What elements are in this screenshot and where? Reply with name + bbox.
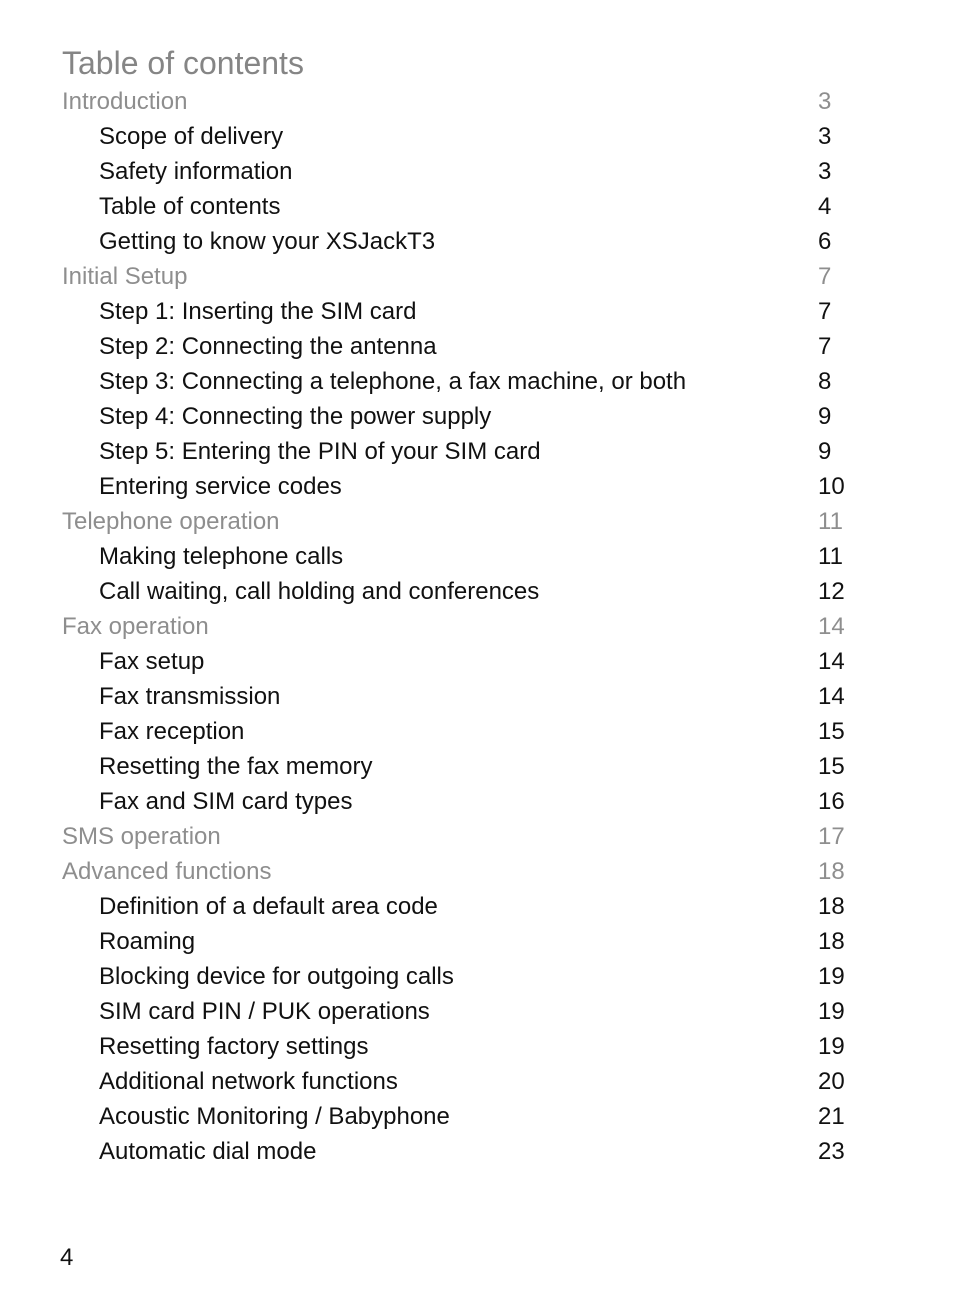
toc-entry-label: Blocking device for outgoing calls [99,963,454,990]
toc-page-number: 15 [818,718,845,745]
toc-entry-row[interactable] [0,784,954,819]
toc-page-number: 21 [818,1103,845,1130]
toc-entry-label: SIM card PIN / PUK operations [99,998,430,1025]
toc-section-label: Introduction [62,88,188,115]
toc-page-number: 19 [818,1033,845,1060]
toc-entry-label: Resetting the fax memory [99,753,373,780]
toc-entry-row[interactable] [0,1099,954,1134]
toc-entry-row[interactable] [0,154,954,189]
toc-page-number: 16 [818,788,845,815]
toc-page-number: 6 [818,228,832,255]
page-title: Table of contents [62,45,304,81]
toc-page-number: 7 [818,263,832,290]
toc-section-row[interactable] [0,819,954,854]
toc-entry-row[interactable] [0,294,954,329]
toc-entry-row[interactable] [0,1029,954,1064]
toc-entry-label: Acoustic Monitoring / Babyphone [99,1103,450,1130]
toc-entry-row[interactable] [0,399,954,434]
toc-entry-label: Fax setup [99,648,205,675]
toc-entry-row[interactable] [0,574,954,609]
toc-entry-label: Resetting factory settings [99,1033,369,1060]
toc-entry-row[interactable] [0,1134,954,1169]
toc-entry-row[interactable] [0,924,954,959]
toc-entry-row[interactable] [0,959,954,994]
toc-page-number: 18 [818,858,845,885]
toc-page-number: 19 [818,963,845,990]
toc-page-number: 8 [818,368,832,395]
toc-entry-row[interactable] [0,539,954,574]
toc-page-number: 7 [818,333,832,360]
toc-entry-row[interactable] [0,469,954,504]
toc-page-number: 14 [818,613,845,640]
toc-page-number: 18 [818,928,845,955]
toc-page-number: 19 [818,998,845,1025]
toc-entry-row[interactable] [0,679,954,714]
toc-entry-label: Step 1: Inserting the SIM card [99,298,417,325]
toc-page-number: 7 [818,298,832,325]
page-number: 4 [60,1244,74,1271]
toc-page-number: 23 [818,1138,845,1165]
toc-section-row[interactable] [0,854,954,889]
toc-page-number: 12 [818,578,845,605]
toc-page-number: 20 [818,1068,845,1095]
toc-entry-label: Table of contents [99,193,281,220]
toc-page-number: 14 [818,648,845,675]
toc-entry-label: Step 3: Connecting a telephone, a fax machine, or both [99,368,687,395]
toc-entry-row[interactable] [0,329,954,364]
toc-section-label: Fax operation [62,613,209,640]
toc-entry-row[interactable] [0,189,954,224]
toc-entry-row[interactable] [0,364,954,399]
toc-section-row[interactable] [0,504,954,539]
toc-page-number: 15 [818,753,845,780]
toc-entry-row[interactable] [0,224,954,259]
toc-entry-row[interactable] [0,644,954,679]
toc-entry-label: Getting to know your XSJackT3 [99,228,436,255]
toc-page-number: 11 [818,543,843,570]
toc-entry-label: Entering service codes [99,473,342,500]
toc-entry-label: Roaming [99,928,196,955]
toc-entry-label: Call waiting, call holding and conferences [99,578,540,605]
toc-entry-label: Fax and SIM card types [99,788,353,815]
toc-section-label: Telephone operation [62,508,280,535]
toc-page-number: 18 [818,893,845,920]
toc-page-number: 3 [818,88,832,115]
toc-page-number: 9 [818,438,832,465]
toc-section-row[interactable] [0,609,954,644]
toc-page-number: 3 [818,158,832,185]
toc-section-row[interactable] [0,259,954,294]
toc-entry-row[interactable] [0,889,954,924]
toc-entry-label: Fax transmission [99,683,281,710]
toc-page-number: 10 [818,473,845,500]
toc-section-label: Advanced functions [62,858,272,885]
toc-page-number: 11 [818,508,843,535]
toc-page-number: 14 [818,683,845,710]
toc-entry-row[interactable] [0,714,954,749]
toc-entry-label: Definition of a default area code [99,893,438,920]
toc-entry-row[interactable] [0,749,954,784]
toc-entry-label: Making telephone calls [99,543,344,570]
toc-section-label: Initial Setup [62,263,188,290]
toc-entry-label: Fax reception [99,718,245,745]
toc-entry-row[interactable] [0,1064,954,1099]
toc-page-number: 9 [818,403,832,430]
toc-section-row[interactable] [0,84,954,119]
toc-entry-label: Step 2: Connecting the antenna [99,333,437,360]
toc-entry-label: Scope of delivery [99,123,284,150]
table-of-contents [0,84,954,1169]
toc-entry-label: Additional network functions [99,1068,398,1095]
toc-page-number: 17 [818,823,845,850]
toc-entry-label: Step 5: Entering the PIN of your SIM card [99,438,541,465]
toc-page-number: 3 [818,123,832,150]
toc-entry-label: Safety information [99,158,293,185]
toc-entry-row[interactable] [0,994,954,1029]
toc-entry-row[interactable] [0,434,954,469]
toc-entry-label: Step 4: Connecting the power supply [99,403,492,430]
toc-entry-label: Automatic dial mode [99,1138,317,1165]
toc-page-number: 4 [818,193,832,220]
toc-section-label: SMS operation [62,823,221,850]
toc-entry-row[interactable] [0,119,954,154]
